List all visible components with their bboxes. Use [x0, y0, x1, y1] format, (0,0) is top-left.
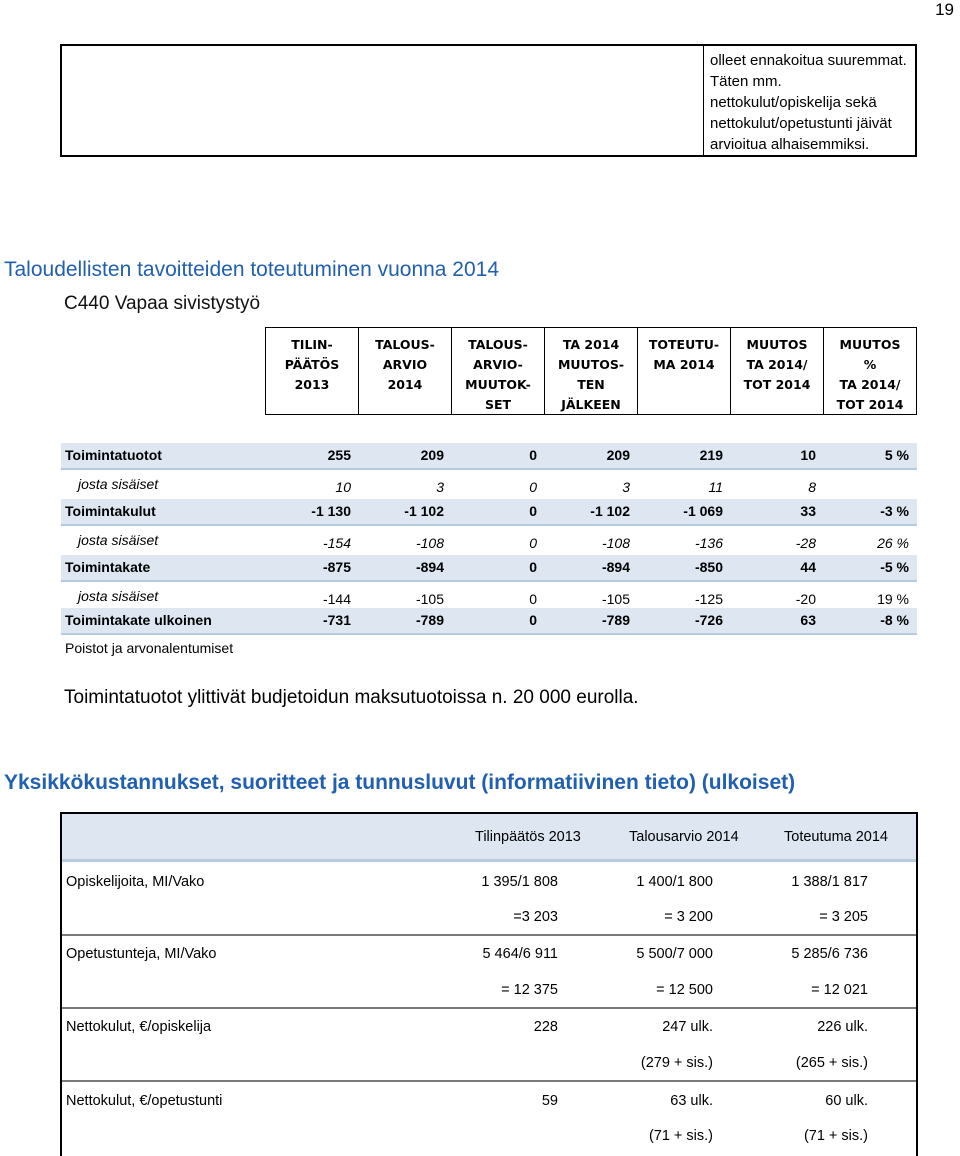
cell-value: 1 400/1 800 — [636, 874, 713, 890]
cell-value: 226 ulk. — [817, 1019, 868, 1035]
cell-value: (279 + sis.) — [640, 1055, 713, 1071]
page-number: 19 — [935, 0, 954, 19]
table-row: Poistot ja arvonalentumiset — [65, 640, 234, 656]
header-muutokset: TALOUS- ARVIO- MUUTOK- SET — [451, 327, 545, 415]
table-row: josta sisäiset -144 -105 0 -105 -125 -20 19 % — [78, 588, 909, 607]
header-muutos-pct: MUUTOS % TA 2014/ TOT 2014 — [823, 327, 917, 415]
column-divider — [703, 46, 704, 155]
table-row: Toimintakulut -1 130 -1 102 0 -1 102 -1 069 33 -3 % — [61, 499, 917, 526]
cell-value: 1 388/1 817 — [791, 874, 868, 890]
cell-value: = 12 500 — [656, 982, 713, 998]
cell-value: (71 + sis.) — [648, 1128, 713, 1144]
cell-value: 59 — [541, 1093, 558, 1109]
row-label: Opiskelijoita, MI/Vako — [66, 874, 205, 890]
cell-value: 228 — [533, 1019, 558, 1035]
cell-value: 247 ulk. — [662, 1019, 713, 1035]
section-subtitle: C440 Vapaa sivistystyö — [64, 293, 261, 314]
column-header: Toteutuma 2014 — [784, 829, 888, 845]
cell-value: 5 285/6 736 — [791, 946, 868, 962]
kpi-table — [60, 812, 918, 1156]
row-divider — [62, 934, 916, 936]
text-line: Täten mm. — [710, 73, 782, 90]
header-talousarvio: TALOUS- ARVIO 2014 — [358, 327, 452, 415]
cell-value: = 3 205 — [819, 909, 868, 925]
text-line: arvioitua alhaisemmiksi. — [710, 136, 870, 153]
row-label: Nettokulut, €/opetustunti — [66, 1093, 223, 1109]
cell-value: 63 ulk. — [670, 1093, 713, 1109]
cell-value: (71 + sis.) — [803, 1128, 868, 1144]
cell-value: = 12 021 — [811, 982, 868, 998]
text-line: olleet ennakoitua suuremmat. — [710, 52, 907, 69]
cell-value: 1 395/1 808 — [481, 874, 558, 890]
kpi-table-header — [62, 814, 916, 862]
row-label: Opetustunteja, MI/Vako — [66, 946, 217, 962]
continuation-text — [710, 50, 915, 155]
header-tilinpaatos: TILIN- PÄÄTÖS 2013 — [265, 327, 359, 415]
column-header: Talousarvio 2014 — [629, 829, 739, 845]
row-label: Nettokulut, €/opiskelija — [66, 1019, 212, 1035]
header-ta-muutosten-jalkeen: TA 2014 MUUTOS- TEN JÄLKEEN — [544, 327, 638, 415]
cell-value: (265 + sis.) — [795, 1055, 868, 1071]
table-row: Toimintatuotot 255 209 0 209 219 10 5 % — [61, 443, 917, 470]
continuation-table — [60, 44, 917, 157]
row-divider — [62, 1007, 916, 1009]
note-text: Toimintatuotot ylittivät budjetoidun maksutuotoissa n. 20 000 eurolla. — [64, 687, 639, 708]
header-toteutuma: TOTEUTU- MA 2014 — [637, 327, 731, 415]
cell-value: = 3 200 — [664, 909, 713, 925]
section-title: Yksikkökustannukset, suoritteet ja tunnusluvut (informatiivinen tieto) (ulkoiset) — [4, 771, 796, 794]
text-line: nettokulut/opetustunti jäivät — [710, 115, 892, 132]
text-line: nettokulut/opiskelija sekä — [710, 94, 877, 111]
cell-value: 5 464/6 911 — [482, 946, 558, 962]
cell-value: =3 203 — [513, 909, 558, 925]
table-row: Toimintakate -875 -894 0 -894 -850 44 -5 % — [61, 555, 917, 582]
table-row: josta sisäiset 10 3 0 3 11 8 — [78, 476, 816, 495]
table-row: josta sisäiset -154 -108 0 -108 -136 -28 26 % — [78, 532, 909, 551]
section-title: Taloudellisten tavoitteiden toteutuminen vuonna 2014 — [4, 258, 500, 281]
cell-value: 5 500/7 000 — [636, 946, 713, 962]
cell-value: 60 ulk. — [825, 1093, 868, 1109]
row-divider — [62, 1080, 916, 1082]
table-row: Toimintakate ulkoinen -731 -789 0 -789 -726 63 -8 % — [61, 608, 917, 635]
column-header: Tilinpäätös 2013 — [475, 829, 581, 845]
header-muutos: MUUTOS TA 2014/ TOT 2014 — [730, 327, 824, 415]
cell-value: = 12 375 — [501, 982, 558, 998]
